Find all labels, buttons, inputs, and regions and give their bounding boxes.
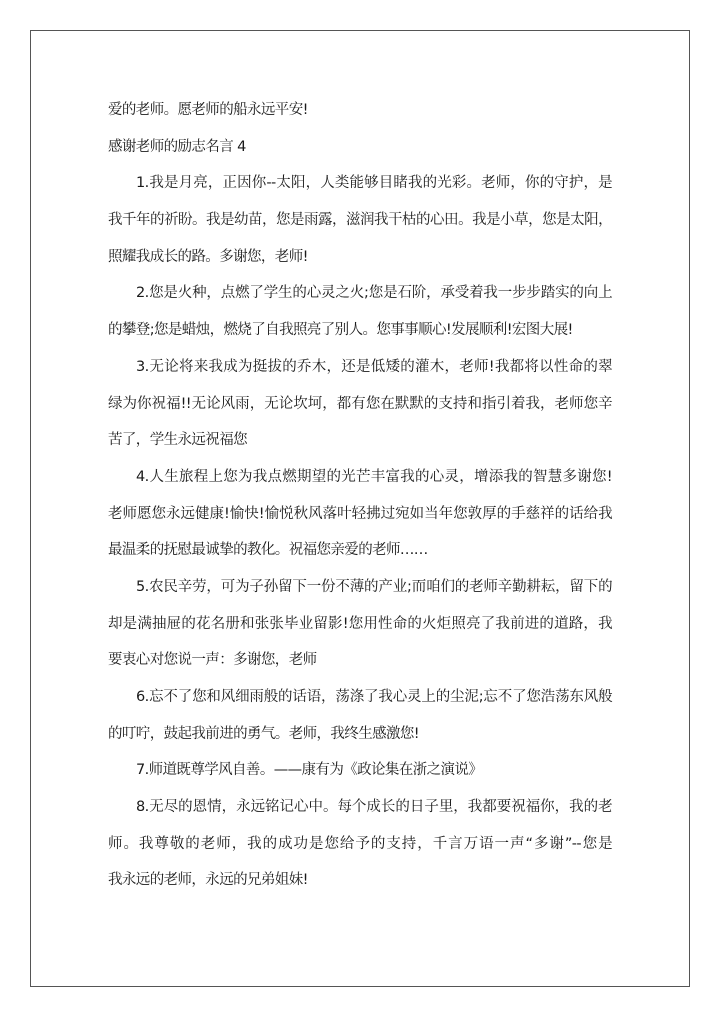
quote-1-line-1: 1.我是月亮，正因你--太阳，人类能够目睹我的光彩。老师，你的守护，是 — [136, 175, 612, 192]
quote-6-line-2: 的叮咛，鼓起我前进的勇气。老师，我终生感激您! — [108, 725, 420, 742]
quote-4-line-1: 4.人生旅程上您为我点燃期望的光芒丰富我的心灵，增添我的智慧多谢您! — [136, 468, 612, 485]
quote-3-line-3: 苦了，学生永远祝福您 — [108, 432, 247, 449]
quote-8-line-2: 师。我尊敬的老师，我的成功是您给予的支持，千言万语一声“多谢”--您是 — [108, 835, 612, 852]
quote-2-line-2: 的攀登;您是蜡烛，燃烧了自我照亮了别人。您事事顺心!发展顺利!宏图大展! — [108, 322, 573, 339]
quote-1-line-2: 我千年的祈盼。我是幼苗，您是雨露，滋润我干枯的心田。我是小草，您是太阳， — [108, 212, 612, 229]
quote-5-line-1: 5.农民辛劳，可为子孙留下一份不薄的产业;而咱们的老师辛勤耕耘，留下的 — [136, 578, 612, 595]
quote-7-line-1: 7.师道既尊学风自善。——康有为《政论集在浙之演说》 — [136, 762, 483, 779]
quote-8-line-1: 8.无尽的恩情，永远铭记心中。每个成长的日子里，我都要祝福你，我的老 — [136, 799, 612, 816]
section-heading: 感谢老师的励志名言 4 — [108, 138, 246, 155]
quote-4-line-3: 最温柔的抚慰最诚挚的教化。祝福您亲爱的老师…… — [108, 542, 428, 559]
text-line-1: 爱的老师。愿老师的船永远平安! — [108, 102, 308, 118]
quote-5-line-2: 却是满抽屉的花名册和张张毕业留影!您用性命的火炬照亮了我前进的道路，我 — [108, 615, 612, 632]
quote-3-line-2: 绿为你祝福!!无论风雨，无论坎坷，都有您在默默的支持和指引着我，老师您辛 — [108, 395, 612, 412]
quote-8-line-3: 我永远的老师，永远的兄弟姐妹! — [108, 872, 308, 889]
quote-3-line-1: 3.无论将来我成为挺拔的乔木，还是低矮的灌木，老师!我都将以性命的翠 — [136, 358, 612, 375]
quote-2-line-1: 2.您是火种，点燃了学生的心灵之火;您是石阶，承受着我一步步踏实的向上 — [136, 285, 612, 302]
quote-4-line-2: 老师愿您永远健康!愉快!愉悦秋风落叶轻拂过宛如当年您敦厚的手慈祥的话给我 — [108, 505, 612, 522]
document-body — [108, 92, 612, 899]
quote-1-line-3: 照耀我成长的路。多谢您，老师! — [108, 248, 308, 265]
quote-5-line-3: 要衷心对您说一声：多谢您，老师 — [108, 652, 317, 669]
quote-6-line-1: 6.忘不了您和风细雨般的话语，荡涤了我心灵上的尘泥;忘不了您浩荡东风般 — [136, 689, 612, 705]
